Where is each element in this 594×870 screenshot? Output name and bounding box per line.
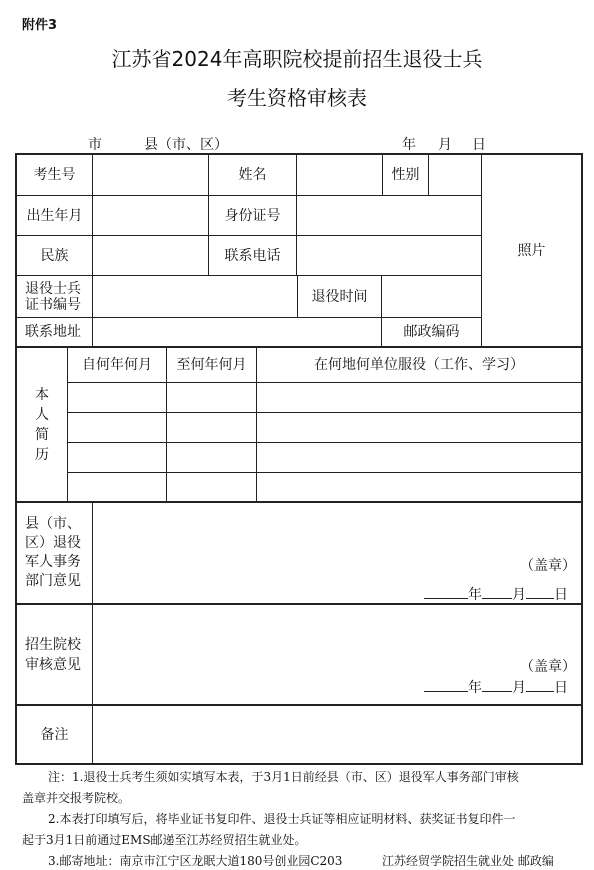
resume-where-cell[interactable] [257, 443, 581, 472]
day-label: 日 [472, 137, 486, 153]
form-title-line2: 考生资格审核表 [227, 86, 367, 110]
resume-from-cell[interactable] [68, 413, 166, 442]
name-field[interactable] [297, 154, 382, 195]
resume-to-cell[interactable] [167, 413, 256, 442]
school-signature-date [424, 677, 568, 697]
school-sign-year: 年 [468, 680, 482, 696]
note-line: 3.邮寄地址：南京市江宁区龙眠大道180号创业园C203 [48, 854, 343, 868]
exam-no-label: 考生号 [33, 166, 76, 183]
resume-label-char: 简 [35, 426, 49, 443]
note-line: 2.本表打印填写后，将毕业证书复印件、退役士兵证等相应证明材料、获奖证书复印件一 [48, 812, 516, 826]
form-title-line1: 江苏省2024年高职院校提前招生退役士兵 [111, 47, 483, 71]
discharge-time-field[interactable] [382, 276, 481, 317]
resume-from-cell[interactable] [68, 383, 166, 412]
county-seal: （盖章） [520, 558, 576, 574]
note-line: 注：1.退役士兵考生须如实填写本表，于3月1日前经县（市、区）退役军人事务部门审核 [48, 770, 519, 784]
county-opinion-line: 部门意见 [25, 573, 81, 589]
resume-label-char: 人 [35, 406, 49, 423]
postcode-label: 邮政编码 [403, 324, 460, 340]
county-sign-day: 日 [554, 587, 568, 603]
note-line: 江苏经贸学院招生就业处 邮政编 [382, 854, 554, 868]
year-label: 年 [402, 137, 416, 153]
cert-no-label-line2: 证书编号 [25, 296, 81, 313]
id-no-field[interactable] [297, 196, 481, 235]
remarks-label: 备注 [40, 726, 69, 743]
month-label: 月 [438, 137, 452, 153]
county-sign-month: 月 [512, 587, 526, 603]
cert-no-field[interactable] [93, 276, 297, 317]
resume-where-cell[interactable] [257, 413, 581, 442]
resume-from-header: 自何年何月 [82, 357, 152, 373]
address-field[interactable] [93, 318, 381, 346]
ethnicity-label: 民族 [40, 247, 69, 264]
gender-label: 性别 [391, 166, 420, 183]
school-opinion-label [17, 605, 92, 704]
school-opinion-line: 审核意见 [25, 656, 81, 673]
resume-where-cell[interactable] [257, 473, 581, 501]
name-label: 姓名 [238, 166, 267, 183]
resume-where-header: 在何地何单位服役（工作、学习） [314, 357, 524, 373]
exam-no-field[interactable] [93, 154, 208, 195]
note-line: 盖章并交报考院校。 [22, 791, 131, 805]
resume-label [17, 348, 67, 501]
id-no-label: 身份证号 [224, 207, 281, 224]
resume-to-cell[interactable] [167, 383, 256, 412]
note-line: 起于3月1日前通过EMS邮递至江苏经贸招生就业处。 [22, 833, 307, 847]
resume-to-header: 至何年何月 [176, 357, 247, 373]
gender-field[interactable] [429, 154, 481, 195]
postcode-field[interactable] [482, 318, 581, 346]
county-signature-date [424, 584, 568, 604]
phone-field[interactable] [297, 236, 481, 275]
resume-from-cell[interactable] [68, 473, 166, 501]
phone-label: 联系电话 [224, 247, 281, 264]
county-opinion-line: 区）退役 [25, 535, 81, 551]
attachment-label: 附件3 [22, 18, 58, 33]
county-opinion-line: 军人事务 [25, 554, 81, 570]
school-sign-month: 月 [512, 680, 526, 696]
resume-to-cell[interactable] [167, 473, 256, 501]
school-seal: （盖章） [520, 659, 576, 675]
resume-label-char: 本 [35, 386, 49, 403]
county-opinion-line: 县（市、 [25, 516, 81, 532]
resume-to-cell[interactable] [167, 443, 256, 472]
birth-label: 出生年月 [26, 207, 83, 224]
birth-field[interactable] [93, 196, 208, 235]
school-opinion-line: 招生院校 [25, 636, 81, 653]
resume-from-cell[interactable] [68, 443, 166, 472]
school-sign-day: 日 [554, 680, 568, 696]
county-opinion-label [17, 503, 92, 603]
resume-label-char: 历 [35, 446, 49, 463]
county-sign-year: 年 [468, 587, 482, 603]
cert-no-label [17, 276, 92, 317]
city-label: 市 [88, 137, 102, 153]
ethnicity-field[interactable] [93, 236, 208, 275]
address-label: 联系地址 [25, 324, 81, 340]
resume-where-cell[interactable] [257, 383, 581, 412]
cert-no-label-line1: 退役士兵 [25, 280, 81, 297]
discharge-time-label: 退役时间 [311, 288, 368, 305]
photo-box[interactable]: 照片 [517, 242, 546, 259]
remarks-field[interactable] [93, 706, 581, 763]
county-label: 县（市、区） [144, 137, 228, 153]
